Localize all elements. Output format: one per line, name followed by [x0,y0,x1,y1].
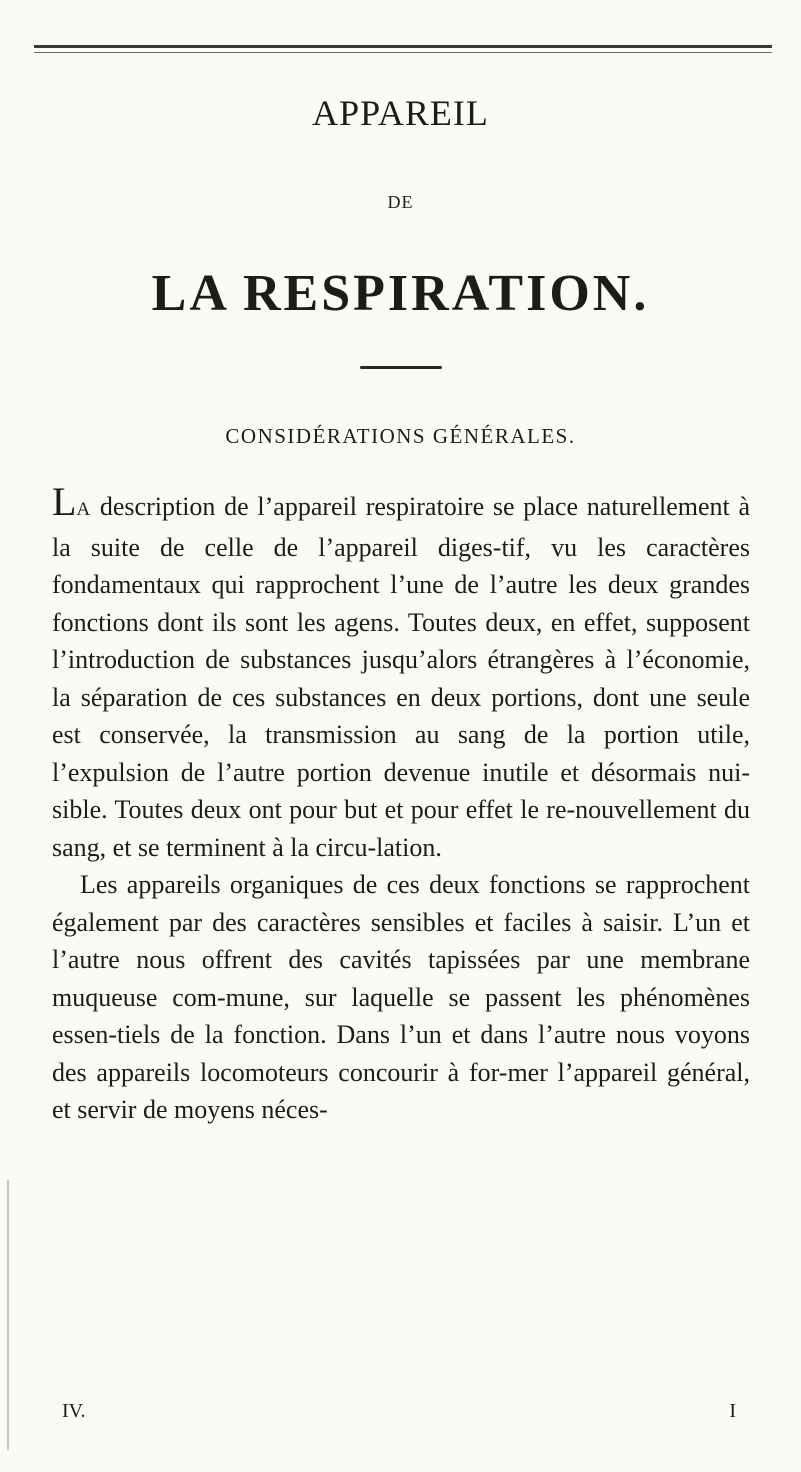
section-heading: CONSIDÉRATIONS GÉNÉRALES. [225,424,576,448]
top-rule-thin [34,52,772,53]
signature-mark: IV. [62,1400,86,1422]
page-number: I [729,1400,736,1422]
drop-cap-rest: A [76,499,92,520]
drop-cap: L [52,479,77,524]
ornamental-rule [360,366,442,369]
title-de: DE [387,192,414,212]
body-text [52,479,750,1129]
title-appareil: APPAREIL [312,93,489,133]
paragraph-1-text: description de l’appareil respiratoire se place naturellement à la suite de celle de l’appareil diges-tif, vu les caractères fondamentaux qui rapprochent l’une de l’autre les deux grandes fonctions dont ils sont les agens. Toutes deux, en effet, supposent l’introduction de substances jusqu’alors étrangères à l’économie, la séparation de ces substances en deux portions, dont une seule est conservée, la transmission au sang de la portion utile, l’expulsion de l’autre portion devenue inutile et désormais nui-sible. Toutes deux ont pour but et pour effet le re-nouvellement du sang, et se terminent à la circu-lation. [52,492,750,862]
binding-edge-mark [7,1180,9,1450]
paragraph-1 [52,479,750,866]
top-rule [34,45,772,48]
title-la-respiration: LA RESPIRATION. [151,265,650,322]
page-footer [52,1400,750,1428]
paragraph-2: Les appareils organiques de ces deux fonctions se rapprochent également par des caractères sensibles et faciles à saisir. L’un et l’autre nous offrent des cavités tapissées par une membrane muqueuse com-mune, sur laquelle se passent les phénomènes essen-tiels de la fonction. Dans l’un et dans l’autre nous voyons des appareils locomoteurs concourir à for-mer l’appareil général, et servir de moyens néces- [52,870,750,1124]
